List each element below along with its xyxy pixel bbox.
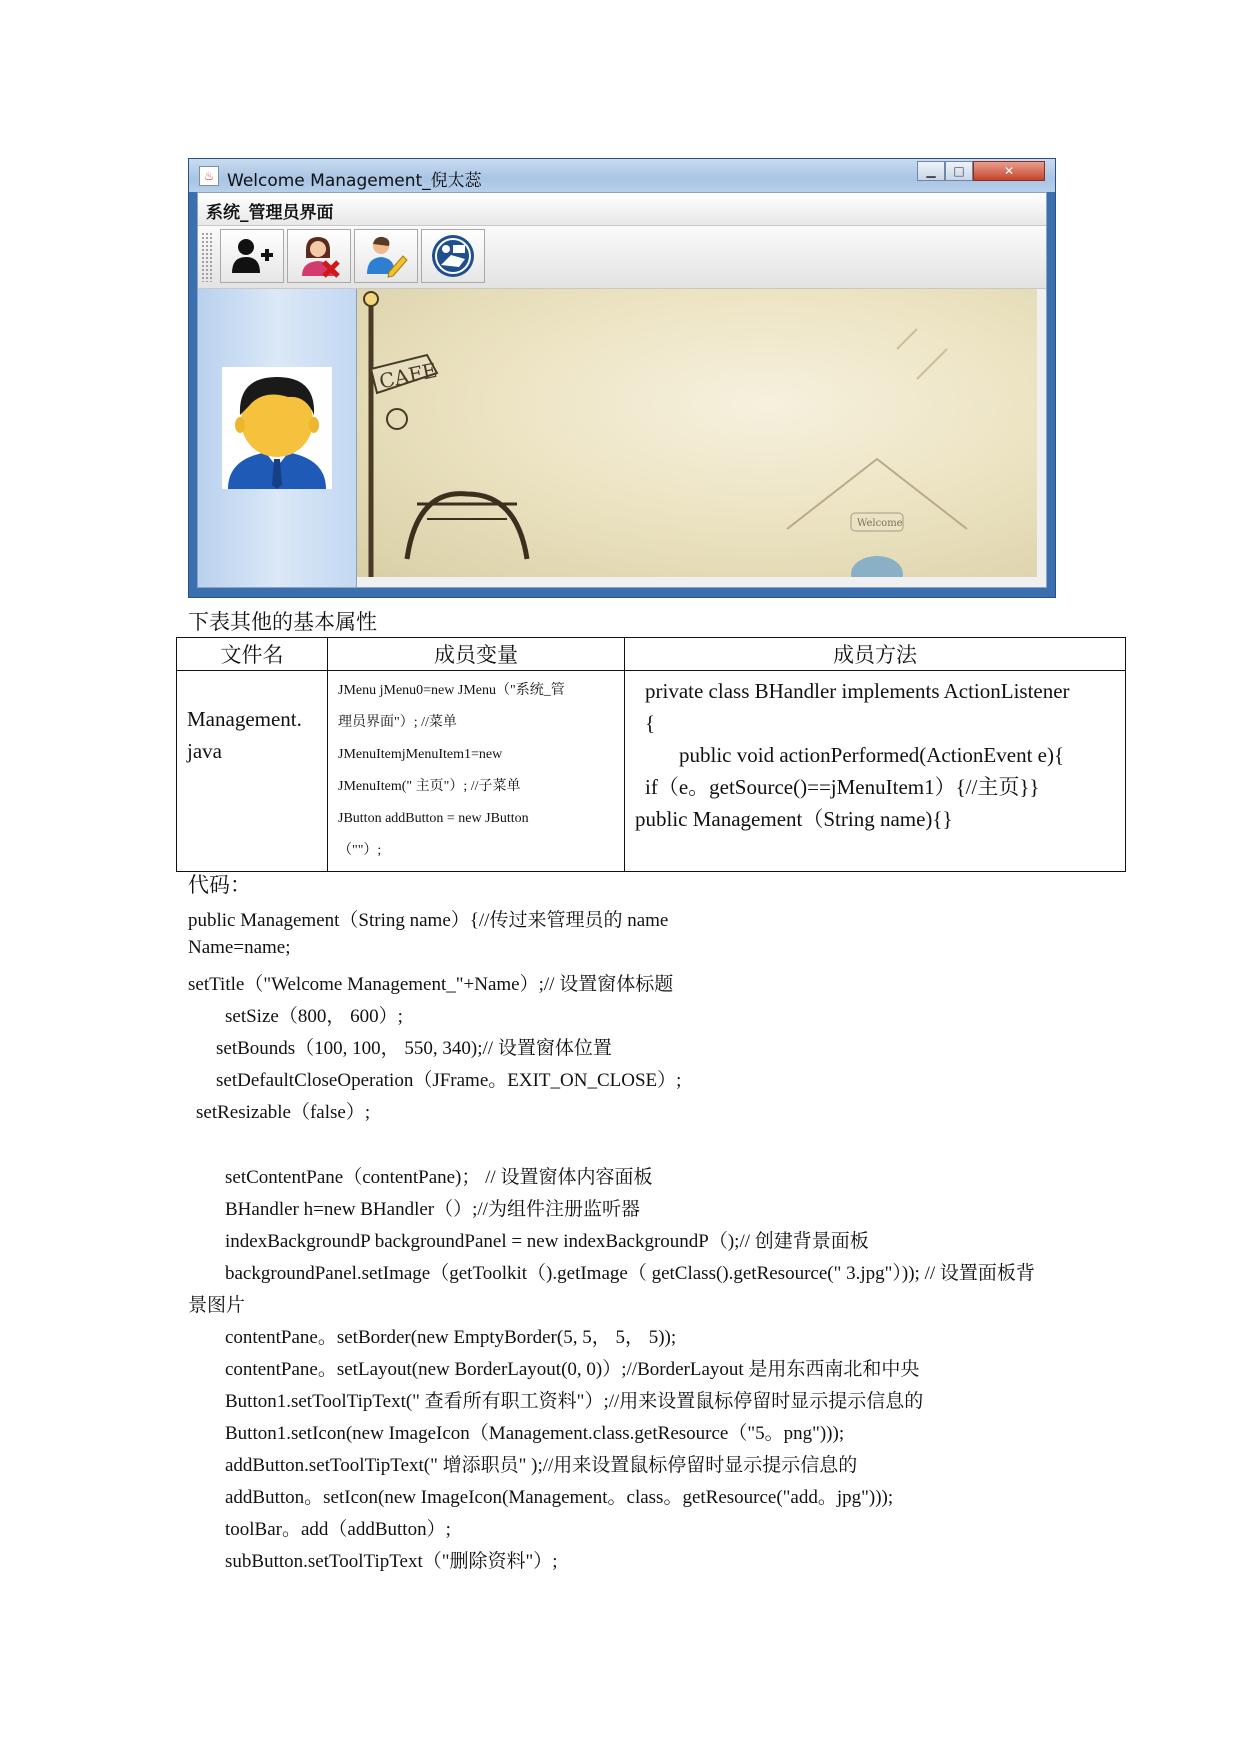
code-line: setContentPane（contentPane)； // 设置窗体内容面板 <box>225 1167 653 1188</box>
info-button[interactable] <box>421 229 485 283</box>
var-line: JMenu jMenu0=new JMenu（"系统_管 <box>338 683 565 698</box>
code-line: contentPane。setLayout(new BorderLayout(0, 0)）;//BorderLayout 是用东西南北和中央 <box>225 1359 920 1380</box>
code-line: backgroundPanel.setImage（getToolkit（).getImage（ getClass().getResource(" 3.jpg"）)); // 设置面板背 <box>225 1263 1035 1284</box>
close-button[interactable]: ✕ <box>973 161 1045 181</box>
window-screenshot <box>188 158 1056 598</box>
header-member-variables: 成员变量 <box>328 638 625 671</box>
manager-avatar <box>222 367 332 489</box>
window-controls <box>917 161 1045 183</box>
manager-avatar-icon <box>222 367 332 489</box>
properties-table <box>176 637 1126 872</box>
method-line: public Management（String name){} <box>635 807 953 831</box>
window-titlebar[interactable] <box>189 159 1055 192</box>
toolbar-grip[interactable] <box>201 232 213 282</box>
var-line: （""）; <box>338 843 382 858</box>
table-caption: 下表其他的基本属性 <box>188 610 377 634</box>
edit-user-button[interactable] <box>354 229 418 283</box>
delete-user-icon <box>296 234 342 278</box>
code-line: public Management（String name）{//传过来管理员的 name <box>188 910 669 931</box>
file-name-line: java <box>187 739 222 763</box>
code-line: setSize（800， 600）; <box>225 1006 403 1027</box>
background-image <box>357 289 1037 577</box>
var-line: 理员界面"）; //菜单 <box>338 715 457 730</box>
header-member-methods: 成员方法 <box>625 638 1126 671</box>
welcome-sign-text: Welcome <box>857 518 903 529</box>
cell-member-variables <box>328 671 625 872</box>
cafe-scene-illustration <box>357 289 1037 577</box>
left-panel <box>198 289 357 587</box>
minimize-button[interactable]: ▁ <box>917 161 945 181</box>
header-file-name: 文件名 <box>177 638 328 671</box>
code-line: contentPane。setBorder(new EmptyBorder(5, 5， 5， 5)); <box>225 1327 677 1348</box>
delete-user-button[interactable] <box>287 229 351 283</box>
code-line: 景图片 <box>188 1295 246 1316</box>
code-label: 代码： <box>188 873 251 897</box>
add-user-button[interactable] <box>220 229 284 283</box>
var-line: JButton addButton = new JButton <box>338 811 529 826</box>
info-icon <box>429 233 477 279</box>
code-line: setBounds（100, 100， 550, 340);// 设置窗体位置 <box>216 1038 612 1059</box>
window-title: Welcome Management_倪太蕊 <box>227 171 482 191</box>
method-line: { <box>645 711 656 735</box>
table-header-row <box>177 638 1126 671</box>
method-line: if（e。getSource()==jMenuItem1）{//主页}} <box>645 775 1040 799</box>
menu-system-admin[interactable]: 系统_管理员界面 <box>206 203 334 223</box>
code-line: BHandler h=new BHandler（）;//为组件注册监听器 <box>225 1199 640 1220</box>
cell-member-methods <box>625 671 1126 872</box>
java-icon: ♨ <box>199 166 219 186</box>
maximize-button[interactable]: □ <box>945 161 973 181</box>
add-user-icon <box>229 235 275 277</box>
code-line: addButton.setToolTipText(" 增添职员" );//用来设置鼠标停留时显示提示信息的 <box>225 1455 858 1476</box>
edit-user-icon <box>363 234 409 278</box>
code-line: toolBar。add（addButton）; <box>225 1519 451 1540</box>
toolbar <box>198 226 1046 289</box>
cafe-sign-text: CAFE <box>377 357 440 394</box>
code-line: Button1.setToolTipText(" 查看所有职工资料"）;//用来设置鼠标停留时显示提示信息的 <box>225 1391 924 1412</box>
code-line: indexBackgroundP backgroundPanel = new indexBackgroundP（);// 创建背景面板 <box>225 1231 869 1252</box>
menubar <box>198 193 1046 226</box>
code-line: setTitle（"Welcome Management_"+Name）;// 设置窗体标题 <box>188 974 674 995</box>
code-line: setResizable（false）; <box>196 1102 371 1123</box>
code-line: setDefaultCloseOperation（JFrame。EXIT_ON_CLOSE）; <box>216 1070 682 1091</box>
window-client-area <box>197 192 1047 588</box>
var-line: JMenuItem(" 主页"）; //子菜单 <box>338 779 521 794</box>
code-line: subButton.setToolTipText（"删除资料"）; <box>225 1551 558 1572</box>
code-line: addButton。setIcon(new ImageIcon(Management。class。getResource("add。jpg"))); <box>225 1487 894 1508</box>
file-name-line: Management. <box>187 707 302 731</box>
code-line: Button1.setIcon(new ImageIcon（Management.class.getResource（"5。png"))); <box>225 1423 845 1444</box>
code-line: Name=name; <box>188 937 291 958</box>
method-line: public void actionPerformed(ActionEvent e){ <box>679 743 1065 767</box>
table-row <box>177 671 1126 872</box>
var-line: JMenuItemjMenuItem1=new <box>338 747 503 762</box>
method-line: private class BHandler implements ActionListener <box>645 679 1070 703</box>
cell-file-name <box>177 671 328 872</box>
